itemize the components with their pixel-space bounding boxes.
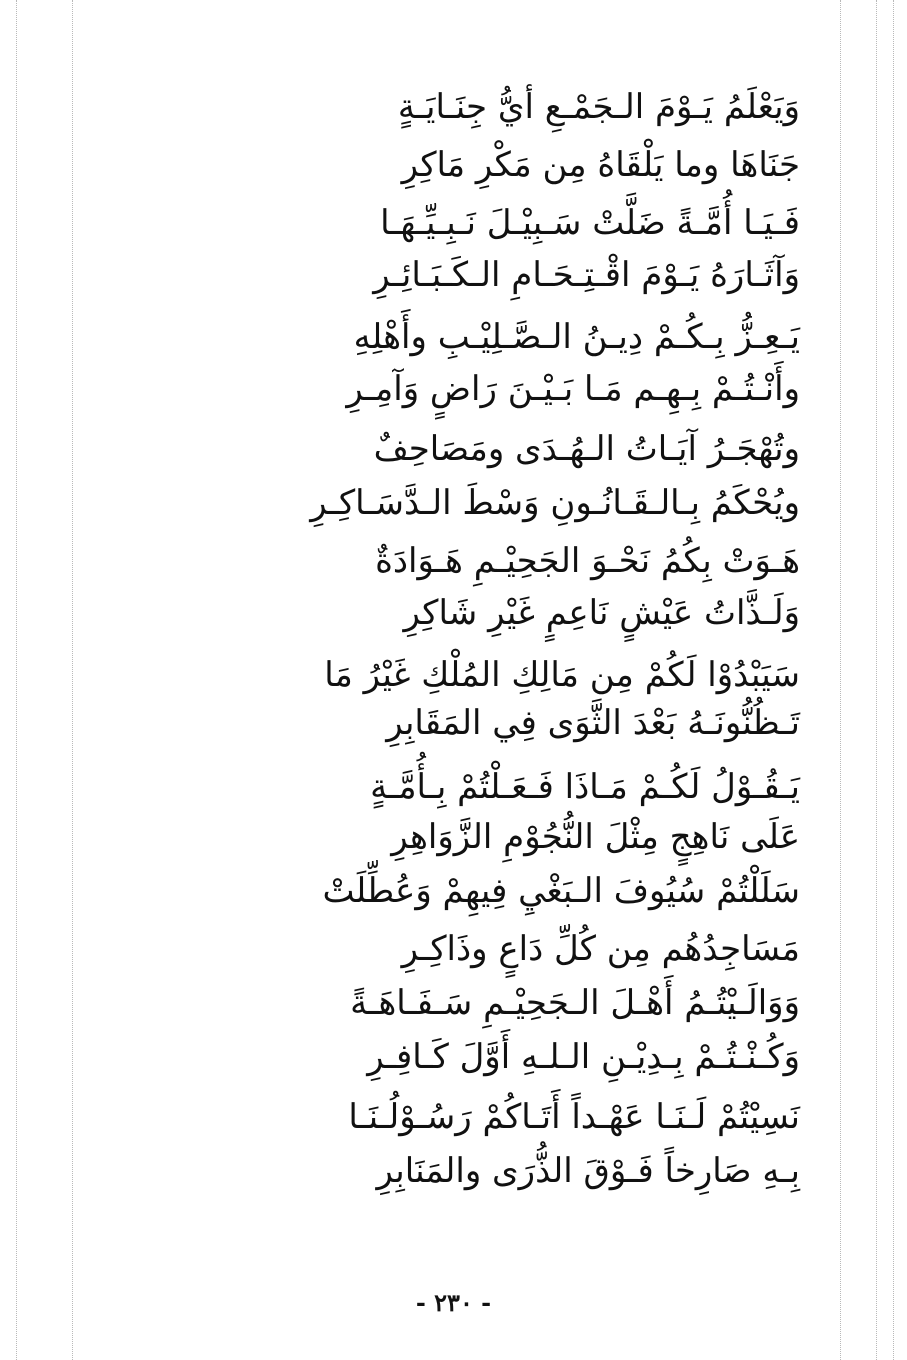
poem-line: هَـوَتْ بِكُمُ نَحْـوَ الجَحِيْـمِ هَـوَادَةٌ	[375, 541, 800, 581]
poem-line: بِـهِ صَارِخاً فَـوْقَ الذُّرَى والمَنَابِرِ	[376, 1151, 800, 1191]
poem-line: سَلَلْتُمْ سُيُوفَ الـبَغْيِ فِيهِمْ وَعُطِّلَتْ	[322, 871, 800, 911]
poem-line: نَسِيْتُمْ لَـنَـا عَهْـداً أَتَـاكُمْ رَسُـوْلُـنَـا	[348, 1097, 800, 1137]
poem-line: جَنَاهَا وما يَلْقَاهُ مِن مَكْرِ مَاكِرِ	[401, 145, 800, 185]
poem-line: ويُحْكَمُ بِـالـقَـانُـونِ وَسْطَ الـدَّسَـاكِـرِ	[310, 483, 800, 523]
poem-line: تَـظُنُّونَـهُ بَعْدَ الثَّوَى فِي المَقَابِرِ	[386, 703, 800, 743]
poem-line: يَـعِـزُّ بِـكُـمْ دِيـنُ الـصَّـلِيْـبِ وأَهْلِهِ	[353, 317, 800, 357]
poem-line: وَلَـذَّاتُ عَيْشٍ نَاعِمٍ غَيْرِ شَاكِرِ	[403, 593, 800, 633]
poem-line: فَـيَـا أُمَّـةً ضَلَّتْ سَـبِيْـلَ نَـبِـيِّـهَـا	[380, 203, 800, 243]
poem-line: وَوَالَـيْتُـمُ أَهْـلَ الـجَحِيْـمِ سَـفَـاهَـةً	[350, 983, 800, 1023]
poem-line: سَيَبْدُوْا لَكُمْ مِن مَالِكِ المُلْكِ غَيْرُ مَا	[324, 655, 800, 695]
poem-line: وتُهْجَـرُ آيَـاتُ الـهُـدَى ومَصَاحِفٌ	[373, 429, 800, 469]
poem-line: وَيَعْلَمُ يَـوْمَ الـجَمْـعِ أيُّ جِنَـايَـةٍ	[397, 87, 800, 127]
page-edge-line	[876, 0, 877, 1360]
page-edge-line	[16, 0, 17, 1360]
page-edge-line	[893, 0, 894, 1360]
page-edge-line	[840, 0, 841, 1360]
poem-line: وَآثَـارَهُ يَـوْمَ اقْـتِـحَـامِ الـكَـبَـائِـرِ	[373, 255, 800, 295]
poem-line: يَـقُـوْلُ لَكُـمْ مَـاذَا فَـعَـلْتُمْ بِـأُمَّـةٍ	[370, 767, 800, 807]
poem-line: عَلَى نَاهِجٍ مِثْلَ النُّجُوْمِ الزَّوَاهِرِ	[391, 817, 800, 857]
page-number: - ٢٣٠ -	[415, 1288, 492, 1317]
poem-line: وَكُـنْـتُـمْ بِـدِيْـنِ الـلـهِ أَوَّلَ كَـافِـرِ	[367, 1037, 800, 1077]
poem-line: مَسَاجِدُهُم مِن كُلِّ دَاعٍ وذَاكِـرِ	[401, 929, 800, 969]
poem-line: وأَنْـتُـمْ بِـهِـم مَـا بَـيْـنَ رَاضٍ وَآمِـرِ	[346, 369, 800, 409]
page-edge-line	[72, 0, 73, 1360]
